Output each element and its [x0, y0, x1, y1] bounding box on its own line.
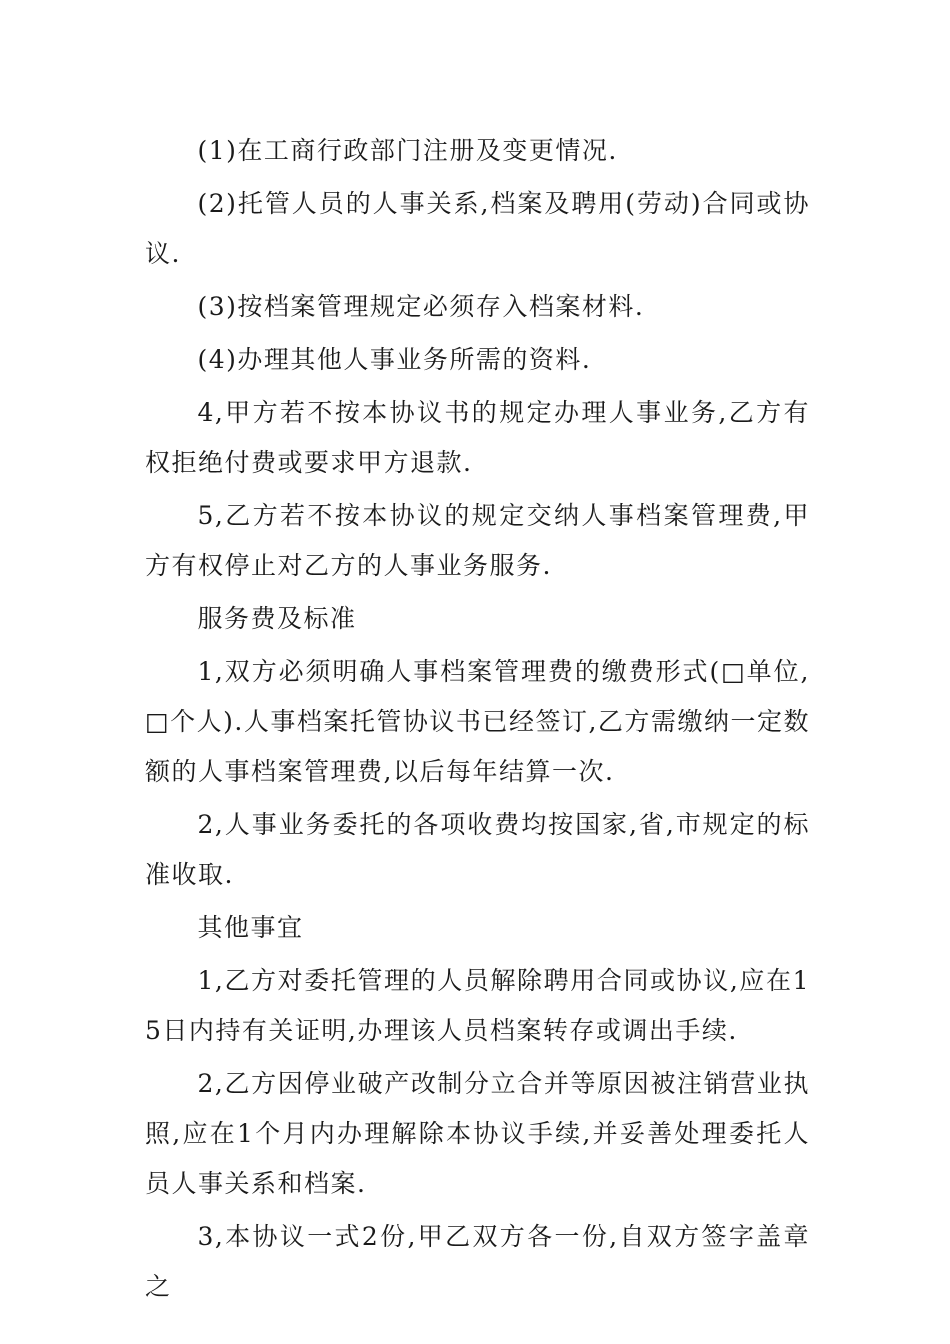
paragraph-clause-5: 5,乙方若不按本协议的规定交纳人事档案管理费,甲方有权停止对乙方的人事业务服务.	[145, 501, 810, 580]
paragraph-item-4: (4)办理其他人事业务所需的资料.	[197, 345, 592, 374]
paragraph-other-2: 2,乙方因停业破产改制分立合并等原因被注销营业执照,应在1个月内办理解除本协议手续,并妥善处理委托人员人事关系和档案.	[145, 1069, 810, 1198]
paragraph-fee-2: 2,人事业务委托的各项收费均按国家,省,市规定的标准收取.	[145, 810, 810, 889]
paragraph-clause-4: 4,甲方若不按本协议书的规定办理人事业务,乙方有权拒绝付费或要求甲方退款.	[145, 398, 810, 477]
paragraph-item-3: (3)按档案管理规定必须存入档案材料.	[197, 292, 645, 321]
paragraph-item-2: (2)托管人员的人事关系,档案及聘用(劳动)合同或协议.	[145, 189, 810, 268]
document-body	[145, 126, 810, 1315]
paragraph-other-3: 3,本协议一式2份,甲乙双方各一份,自双方签字盖章之	[145, 1222, 810, 1301]
section-heading-fees: 服务费及标准	[197, 604, 357, 633]
paragraph-item-1: (1)在工商行政部门注册及变更情况.	[197, 136, 618, 165]
section-heading-other: 其他事宜	[197, 913, 304, 942]
paragraph-other-1: 1,乙方对委托管理的人员解除聘用合同或协议,应在15日内持有关证明,办理该人员档案转存或调出手续.	[145, 966, 810, 1045]
paragraph-fee-1: 1,双方必须明确人事档案管理费的缴费形式(□单位,□个人).人事档案托管协议书已经签订,乙方需缴纳一定数额的人事档案管理费,以后每年结算一次.	[145, 657, 810, 786]
